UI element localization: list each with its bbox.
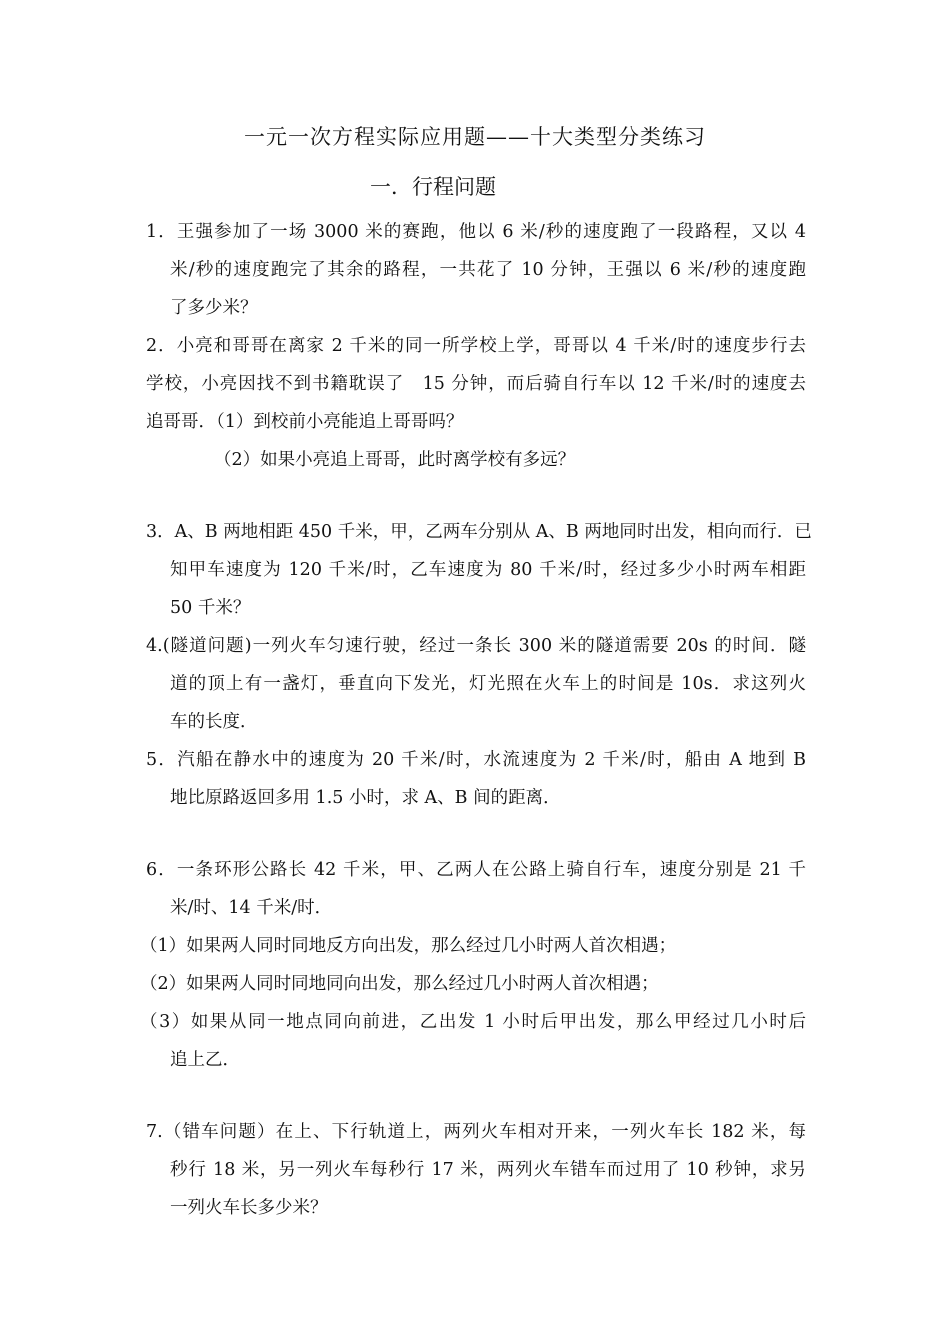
problem-line: 米/秒的速度跑完了其余的路程，一共花了 10 分钟，王强以 6 米/秒的速度跑 [170,260,806,280]
problem-line: 道的顶上有一盏灯，垂直向下发光，灯光照在火车上的时间是 10s．求这列火 [170,674,806,694]
problem-line: 1．王强参加了一场 3000 米的赛跑，他以 6 米/秒的速度跑了一段路程，又以 4 [146,222,806,242]
problem-line: 7.（错车问题）在上、下行轨道上，两列火车相对开来，一列火车长 182 米，每 [146,1122,806,1142]
section-heading: 一．行程问题 [370,175,496,199]
problem-line: 5．汽船在静水中的速度为 20 千米/时，水流速度为 2 千米/时，船由 A 地到 B [146,750,806,770]
problem-line: 学校，小亮因找不到书籍耽误了 15 分钟，而后骑自行车以 12 千米/时的速度去 [146,374,806,394]
problem-line: 秒行 18 米，另一列火车每秒行 17 米，两列火车错车而过用了 10 秒钟，求另 [170,1160,806,1180]
problem-line: 2．小亮和哥哥在离家 2 千米的同一所学校上学，哥哥以 4 千米/时的速度步行去 [146,336,806,356]
problem-line: 50 千米？ [170,598,251,618]
problem-line: 6．一条环形公路长 42 千米，甲、乙两人在公路上骑自行车，速度分别是 21 千 [146,860,806,880]
problem-line: 车的长度． [170,712,258,732]
problem-line: 3．A、B 两地相距 450 千米，甲，乙两车分别从 A、B 两地同时出发，相向而行．已 [146,522,812,542]
problem-line: 米/时、14 千米/时． [170,898,333,918]
problem-line: 知甲车速度为 120 千米/时，乙车速度为 80 千米/时，经过多少小时两车相距 [170,560,806,580]
problem-line: 地比原路返回多用 1.5 小时，求 A、B 间的距离． [170,788,561,808]
problem-line: （2）如果两人同时同地同向出发，那么经过几小时两人首次相遇； [140,974,659,994]
problem-line: （2）如果小亮追上哥哥，此时离学校有多远？ [214,450,576,470]
problem-line: 了多少米？ [170,298,258,318]
problem-line: 4.(隧道问题)一列火车匀速行驶，经过一条长 300 米的隧道需要 20s 的时间．隧 [146,636,806,656]
document-title: 一元一次方程实际应用题——十大类型分类练习 [244,125,706,149]
problem-line: 追哥哥．（1）到校前小亮能追上哥哥吗？ [146,412,464,432]
problem-line: 追上乙． [170,1050,240,1070]
problem-line: （3）如果从同一地点同向前进，乙出发 1 小时后甲出发，那么甲经过几小时后 [140,1012,806,1032]
problem-line: （1）如果两人同时同地反方向出发，那么经过几小时两人首次相遇； [140,936,677,956]
problem-line: 一列火车长多少米？ [170,1198,328,1218]
